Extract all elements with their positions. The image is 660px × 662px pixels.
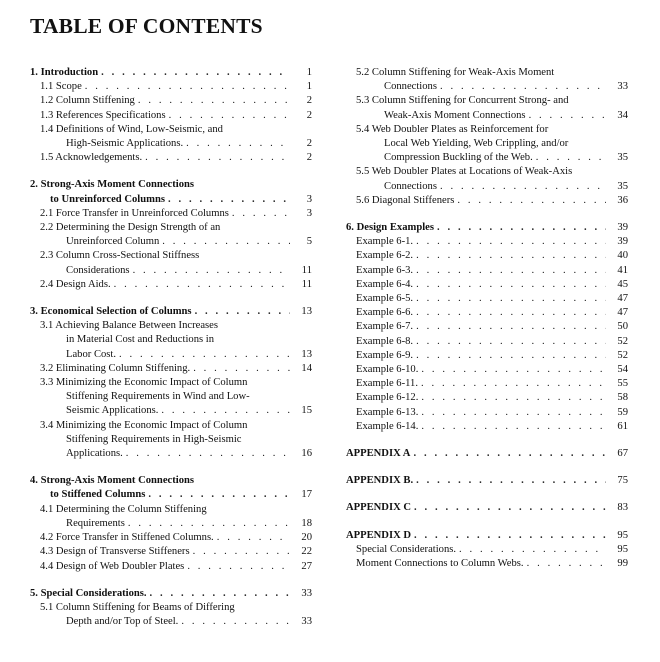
page-number: 2: [306, 95, 312, 107]
entry-last-line: [346, 447, 606, 461]
toc-entry[interactable]: [346, 406, 628, 420]
page-number: 75: [617, 475, 628, 487]
section-gap: [346, 208, 628, 221]
page-number: 95: [617, 543, 628, 555]
toc-entry[interactable]: [30, 278, 312, 292]
section-gap: [346, 434, 628, 447]
entry-title-line: Example 6-12.: [356, 392, 419, 404]
toc-chapter-entry[interactable]: [346, 529, 628, 543]
entry-last-line: [356, 391, 606, 405]
entry-title-line: Depth and/or Top of Steel.: [66, 616, 179, 628]
dot-leader: [413, 292, 606, 306]
dot-leader: [413, 349, 606, 363]
entry-last-line: [40, 278, 290, 292]
entry-title-line: Applications.: [66, 448, 123, 460]
dot-leader: [437, 80, 606, 94]
toc-entry[interactable]: [30, 419, 312, 462]
page-number: 55: [617, 378, 628, 390]
entry-title-line: 1. Introduction: [30, 67, 99, 78]
entry-title-line: APPENDIX A: [346, 448, 411, 460]
toc-entry[interactable]: [346, 306, 628, 320]
toc-entry[interactable]: [346, 543, 628, 557]
toc-entry[interactable]: [30, 109, 312, 123]
entry-last-line: [346, 529, 606, 543]
entry-title-line: APPENDIX B.: [346, 475, 414, 487]
toc-entry[interactable]: [30, 362, 312, 376]
toc-entry[interactable]: [346, 377, 628, 391]
page-number: 5: [306, 236, 312, 248]
entry-title-line: Example 6-8.: [356, 335, 414, 347]
section-gap: [346, 516, 628, 529]
dot-leader: [533, 151, 606, 165]
entry-title-line: 5.4 Web Doubler Plates as Reinforcement for: [356, 123, 549, 135]
entry-last-line: [346, 221, 606, 235]
entry-last-line: [40, 531, 290, 545]
entry-title-line: 1.5 Acknowledgements.: [40, 152, 143, 164]
page-number: 27: [301, 560, 312, 572]
entry-title-line: High-Seismic Applications.: [66, 138, 184, 150]
page-number: 11: [301, 264, 312, 276]
dot-leader: [178, 615, 290, 629]
entry-title-line: Example 6-10.: [356, 364, 419, 376]
entry-last-line: [40, 80, 290, 94]
dot-leader: [111, 278, 290, 292]
page-number: 20: [301, 532, 312, 544]
entry-last-line: [40, 404, 290, 418]
page-number: 39: [617, 222, 628, 234]
page-number: 1: [306, 67, 312, 78]
section-gap: [30, 292, 312, 305]
entry-title-line: Local Web Yielding, Web Crippling, and/or: [384, 138, 569, 150]
entry-last-line: [40, 517, 290, 531]
toc-chapter-entry[interactable]: [346, 501, 628, 515]
entry-last-line: [40, 94, 290, 108]
toc-entry[interactable]: [30, 545, 312, 559]
dot-leader: [418, 377, 606, 391]
entry-last-line: [30, 587, 290, 601]
toc-entry[interactable]: [346, 235, 628, 249]
dot-leader: [192, 305, 290, 319]
page-number: 35: [617, 180, 628, 192]
entry-last-line: [40, 109, 290, 123]
page-number: 40: [617, 250, 628, 262]
entry-last-line: [30, 193, 290, 207]
dot-leader: [434, 221, 606, 235]
section-gap: [30, 574, 312, 587]
page-number: 47: [617, 293, 628, 305]
toc-entry[interactable]: [30, 376, 312, 419]
entry-last-line: [356, 543, 606, 557]
entry-title-line: 4.1 Determining the Column Stiffening: [40, 503, 207, 515]
page-number: 2: [306, 152, 312, 164]
entry-title-line: Example 6-1.: [356, 236, 414, 248]
page-number: 16: [301, 448, 312, 460]
dot-leader: [411, 529, 606, 543]
section-gap: [30, 165, 312, 178]
toc-entry[interactable]: [30, 560, 312, 574]
page-number: 13: [301, 348, 312, 360]
entry-title-line: Example 6-7.: [356, 321, 414, 333]
page-number: 36: [617, 194, 628, 206]
dot-leader: [229, 207, 290, 221]
dot-leader: [413, 320, 606, 334]
entry-title-line: 2. Strong-Axis Moment Connections: [30, 179, 195, 191]
dot-leader: [123, 447, 290, 461]
toc-entry[interactable]: [346, 165, 628, 193]
toc-chapter-entry[interactable]: [346, 221, 628, 235]
page-number: 52: [617, 335, 628, 347]
entry-last-line: [346, 501, 606, 515]
entry-title-line: to Unreinforced Columns: [50, 193, 165, 205]
toc-chapter-entry[interactable]: [30, 474, 312, 502]
page-number: 59: [617, 406, 628, 418]
entry-last-line: [356, 420, 606, 434]
entry-title-line: 3.2 Eliminating Column Stiffening.: [40, 362, 191, 374]
entry-title-line: 5.6 Diagonal Stiffeners: [356, 194, 455, 206]
toc-chapter-entry[interactable]: [30, 305, 312, 319]
toc-entry[interactable]: [346, 249, 628, 263]
entry-title-line: Example 6-4.: [356, 278, 414, 290]
dot-leader: [526, 109, 606, 123]
dot-leader: [147, 587, 290, 601]
entry-title-line: 2.4 Design Aids.: [40, 278, 111, 290]
entry-last-line: [346, 474, 606, 488]
toc-left-column: [30, 66, 312, 629]
page-number: 18: [301, 517, 312, 529]
entry-last-line: [356, 278, 606, 292]
toc-entry[interactable]: [30, 319, 312, 362]
dot-leader: [190, 545, 290, 559]
dot-leader: [411, 501, 606, 515]
page-number: 50: [617, 321, 628, 333]
toc-entry[interactable]: [30, 80, 312, 94]
dot-leader: [418, 420, 606, 434]
toc-entry[interactable]: [346, 363, 628, 377]
entry-last-line: [40, 151, 290, 165]
dot-leader: [413, 306, 606, 320]
entry-last-line: [356, 306, 606, 320]
entry-last-line: [40, 348, 290, 362]
entry-title-line: Connections: [384, 81, 437, 93]
entry-title-line: Stiffening Requirements in High-Seismic: [66, 433, 242, 445]
entry-title-line: Example 6-5.: [356, 293, 414, 305]
entry-title-line: 3. Economical Selection of Columns: [30, 306, 192, 318]
toc-entry[interactable]: [346, 320, 628, 334]
page-title: TABLE OF CONTENTS: [30, 14, 263, 38]
page-number: 34: [617, 109, 628, 121]
toc-entry[interactable]: [30, 221, 312, 249]
page-number: 11: [301, 278, 312, 290]
entry-title-line: 4. Strong-Axis Moment Connections: [30, 475, 195, 487]
entry-title-line: Weak-Axis Moment Connections: [384, 109, 526, 121]
entry-title-line: APPENDIX D: [346, 529, 412, 541]
entry-last-line: [356, 320, 606, 334]
toc-entry[interactable]: [346, 292, 628, 306]
entry-last-line: [356, 235, 606, 249]
toc-chapter-entry[interactable]: [346, 474, 628, 488]
entry-title-line: 3.1 Achieving Balance Between Increases: [40, 320, 218, 332]
dot-leader: [159, 235, 290, 249]
entry-last-line: [356, 557, 606, 571]
page-number: 3: [306, 207, 312, 219]
entry-last-line: [356, 109, 606, 123]
entry-last-line: [356, 249, 606, 263]
entry-title-line: Compression Buckling of the Web.: [384, 152, 533, 164]
entry-last-line: [356, 264, 606, 278]
entry-title-line: 5.2 Column Stiffening for Weak-Axis Moment: [356, 67, 555, 78]
dot-leader: [413, 335, 606, 349]
page-number: 13: [301, 306, 312, 318]
dot-leader: [410, 447, 606, 461]
entry-last-line: [356, 363, 606, 377]
entry-last-line: [356, 349, 606, 363]
page-number: 95: [617, 529, 628, 541]
page-number: 33: [301, 587, 312, 599]
entry-last-line: [356, 335, 606, 349]
entry-title-line: Stiffening Requirements in Wind and Low-: [66, 391, 250, 403]
entry-title-line: 1.3 References Specifications: [40, 109, 166, 121]
toc-right-column: [346, 66, 628, 571]
toc-entry[interactable]: [30, 207, 312, 221]
toc-entry[interactable]: [346, 335, 628, 349]
entry-last-line: [356, 292, 606, 306]
dot-leader: [454, 194, 606, 208]
entry-title-line: 6. Design Examples: [346, 222, 434, 234]
dot-leader: [98, 66, 290, 80]
entry-title-line: 5.5 Web Doubler Plates at Locations of Weak-Axis: [356, 166, 573, 178]
toc-entry[interactable]: [30, 531, 312, 545]
toc-chapter-entry[interactable]: [30, 66, 312, 80]
toc-entry[interactable]: [346, 391, 628, 405]
entry-title-line: Unreinforced Column: [66, 236, 160, 248]
entry-title-line: 4.2 Force Transfer in Stiffened Columns.: [40, 532, 214, 544]
dot-leader: [166, 109, 290, 123]
entry-title-line: 5. Special Considerations.: [30, 587, 147, 599]
dot-leader: [142, 151, 290, 165]
page-number: 52: [617, 349, 628, 361]
entry-title-line: 2.1 Force Transfer in Unreinforced Columns: [40, 207, 229, 219]
entry-title-line: Connections: [384, 180, 437, 192]
entry-title-line: Requirements: [66, 517, 125, 529]
page-number: 58: [617, 392, 628, 404]
page-number: 1: [306, 81, 312, 93]
entry-title-line: 5.1 Column Stiffening for Beams of Differing: [40, 601, 235, 613]
toc-entry[interactable]: [346, 94, 628, 122]
dot-leader: [456, 543, 606, 557]
entry-title-line: Example 6-9.: [356, 349, 414, 361]
entry-last-line: [30, 305, 290, 319]
entry-last-line: [40, 447, 290, 461]
toc-entry[interactable]: [30, 94, 312, 108]
entry-last-line: [356, 151, 606, 165]
page-number: 35: [617, 152, 628, 164]
entry-title-line: Example 6-6.: [356, 307, 414, 319]
entry-last-line: [40, 545, 290, 559]
entry-title-line: Example 6-14.: [356, 420, 419, 432]
toc-chapter-entry[interactable]: [30, 587, 312, 601]
entry-last-line: [30, 488, 290, 502]
entry-title-line: 4.3 Design of Transverse Stiffeners: [40, 546, 190, 558]
entry-title-line: 2.3 Column Cross-Sectional Stiffness: [40, 250, 200, 262]
page-number: 99: [617, 558, 628, 570]
dot-leader: [214, 531, 290, 545]
toc-entry[interactable]: [30, 601, 312, 629]
page-number: 17: [301, 489, 312, 501]
dot-leader: [82, 80, 290, 94]
dot-leader: [418, 363, 606, 377]
entry-last-line: [40, 137, 290, 151]
entry-title-line: 5.3 Column Stiffening for Concurrent Strong- and: [356, 95, 569, 107]
toc-entry[interactable]: [346, 349, 628, 363]
toc-entry[interactable]: [346, 420, 628, 434]
dot-leader: [165, 193, 290, 207]
page-number: 45: [617, 278, 628, 290]
page-number: 54: [617, 364, 628, 376]
dot-leader: [184, 560, 290, 574]
page-number: 83: [617, 502, 628, 514]
entry-last-line: [40, 560, 290, 574]
toc-entry[interactable]: [30, 503, 312, 531]
entry-title-line: Example 6-2.: [356, 250, 414, 262]
entry-last-line: [356, 194, 606, 208]
dot-leader: [183, 137, 290, 151]
section-gap: [30, 461, 312, 474]
dot-leader: [418, 391, 606, 405]
entry-last-line: [40, 362, 290, 376]
page-number: 14: [301, 362, 312, 374]
dot-leader: [413, 264, 606, 278]
dot-leader: [130, 264, 290, 278]
entry-last-line: [40, 264, 290, 278]
dot-leader: [190, 362, 290, 376]
dot-leader: [413, 278, 606, 292]
entry-last-line: [40, 615, 290, 629]
page-number: 15: [301, 405, 312, 417]
entry-last-line: [356, 406, 606, 420]
dot-leader: [413, 474, 606, 488]
toc-entry[interactable]: [346, 194, 628, 208]
toc-entry[interactable]: [346, 557, 628, 571]
page-number: 33: [301, 616, 312, 628]
page-number: 41: [617, 264, 628, 276]
toc-entry[interactable]: [30, 151, 312, 165]
entry-title-line: APPENDIX C: [346, 502, 412, 514]
dot-leader: [524, 557, 606, 571]
entry-title-line: Considerations: [66, 264, 130, 276]
toc-entry[interactable]: [346, 264, 628, 278]
section-gap: [346, 461, 628, 474]
entry-title-line: Special Considerations.: [356, 543, 457, 555]
toc-entry[interactable]: [30, 123, 312, 151]
page-number: 33: [617, 81, 628, 93]
toc-chapter-entry[interactable]: [30, 178, 312, 206]
entry-title-line: Example 6-3.: [356, 264, 414, 276]
toc-entry[interactable]: [346, 278, 628, 292]
entry-title-line: Example 6-13.: [356, 406, 419, 418]
page-number: 2: [306, 109, 312, 121]
entry-last-line: [356, 377, 606, 391]
entry-title-line: 1.2 Column Stiffening: [40, 95, 135, 107]
entry-title-line: 3.3 Minimizing the Economic Impact of Column: [40, 377, 248, 389]
dot-leader: [125, 517, 290, 531]
entry-title-line: to Stiffened Columns: [50, 489, 146, 501]
entry-title-line: Labor Cost.: [66, 348, 117, 360]
page-number: 22: [301, 546, 312, 558]
page-number: 39: [617, 236, 628, 248]
dot-leader: [413, 235, 606, 249]
toc-chapter-entry[interactable]: [346, 447, 628, 461]
entry-last-line: [40, 235, 290, 249]
entry-title-line: Seismic Applications.: [66, 405, 159, 417]
entry-last-line: [40, 207, 290, 221]
dot-leader: [413, 249, 606, 263]
page-number: 61: [617, 420, 628, 432]
toc-entry[interactable]: [346, 123, 628, 166]
page-number: 3: [306, 193, 312, 205]
dot-leader: [418, 406, 606, 420]
dot-leader: [135, 94, 290, 108]
entry-title-line: Example 6-11.: [356, 378, 418, 390]
toc-entry[interactable]: [30, 249, 312, 277]
page-number: 47: [617, 307, 628, 319]
entry-title-line: 1.4 Definitions of Wind, Low-Seismic, and: [40, 123, 223, 135]
dot-leader: [116, 348, 290, 362]
dot-leader: [158, 404, 290, 418]
toc-entry[interactable]: [346, 66, 628, 94]
entry-title-line: 2.2 Determining the Design Strength of an: [40, 222, 221, 234]
entry-last-line: [30, 66, 290, 80]
entry-title-line: 4.4 Design of Web Doubler Plates: [40, 560, 185, 572]
dot-leader: [145, 488, 290, 502]
dot-leader: [437, 180, 606, 194]
entry-last-line: [356, 180, 606, 194]
page-number: 67: [617, 448, 628, 460]
entry-title-line: 3.4 Minimizing the Economic Impact of Column: [40, 419, 248, 431]
page-number: 2: [306, 138, 312, 150]
entry-title-line: 1.1 Scope: [40, 81, 82, 93]
section-gap: [346, 488, 628, 501]
entry-title-line: Moment Connections to Column Webs.: [356, 558, 524, 570]
entry-title-line: in Material Cost and Reductions in: [66, 334, 214, 346]
entry-last-line: [356, 80, 606, 94]
